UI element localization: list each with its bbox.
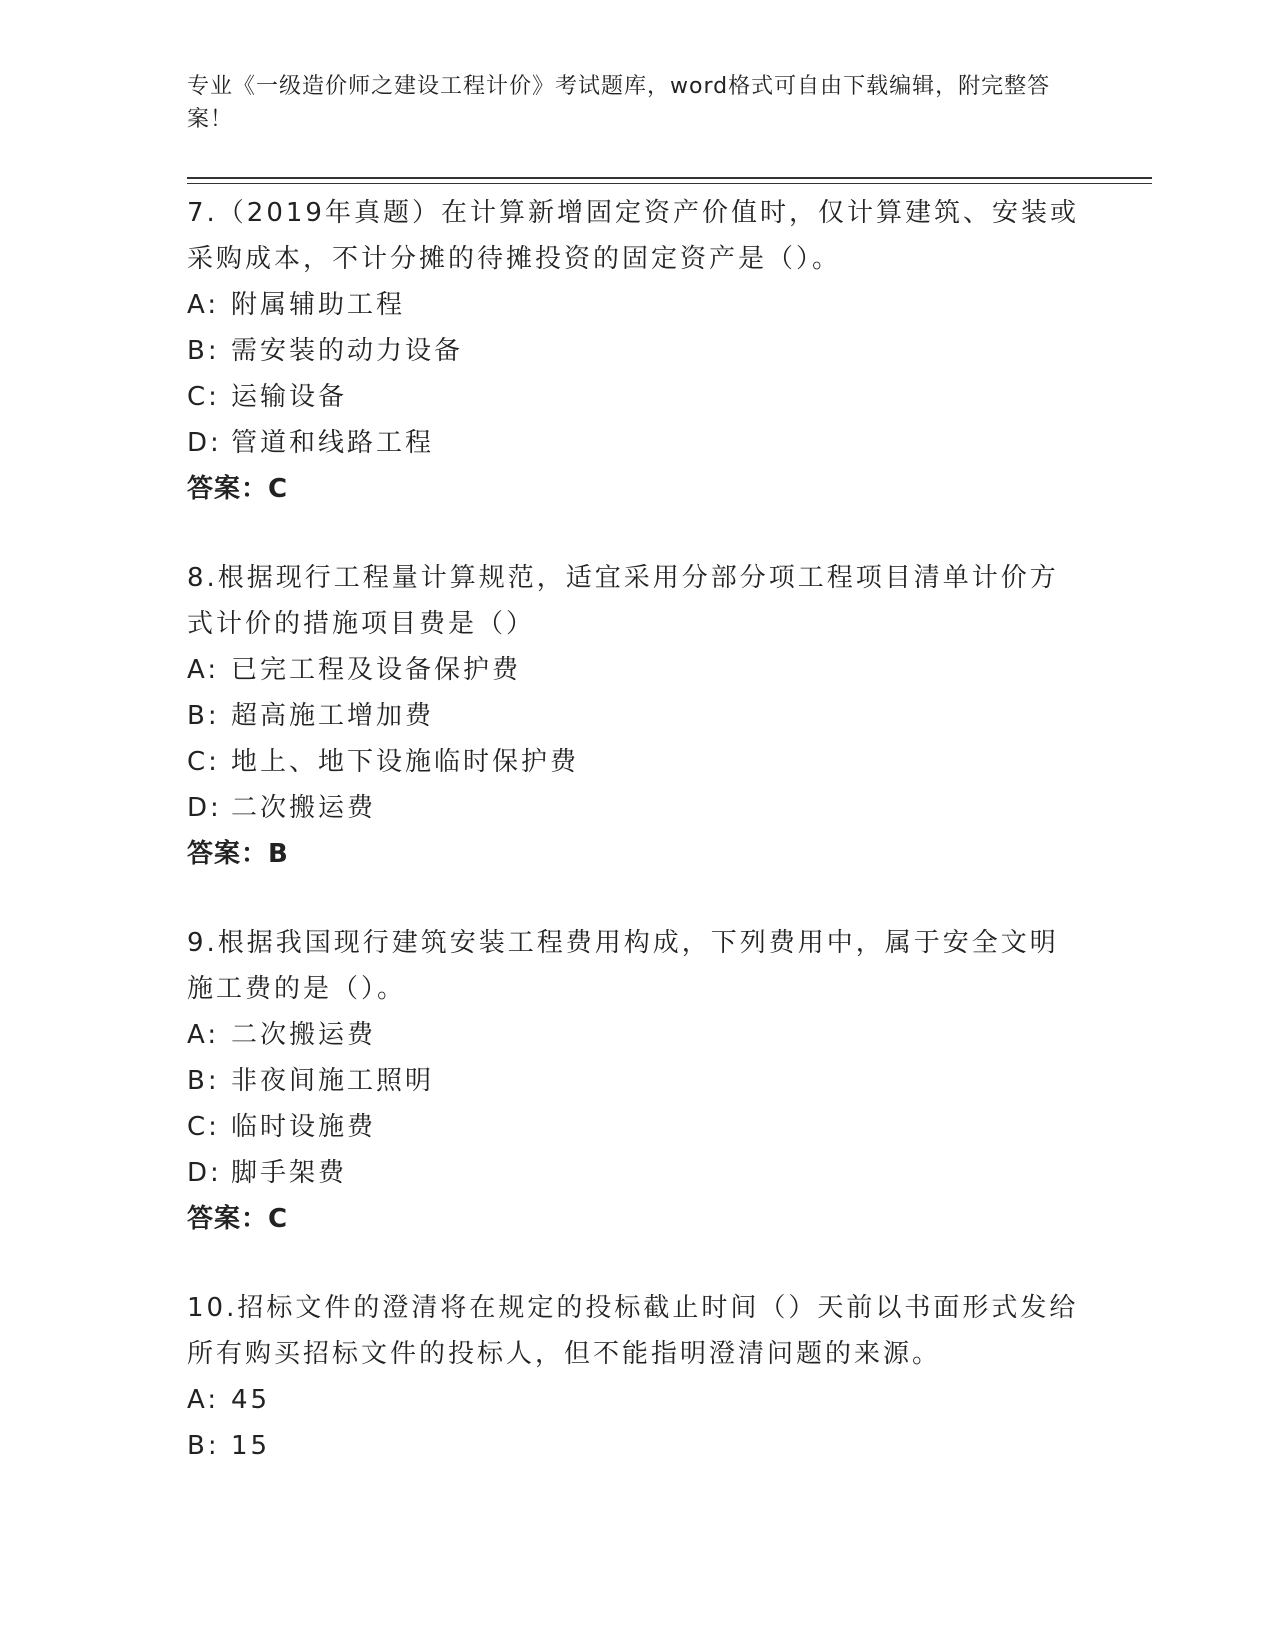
header-intro-text: 专业《一级造价师之建设工程计价》考试题库，word格式可自由下载编辑，附完整答案！ bbox=[187, 74, 1051, 132]
question-8 bbox=[187, 555, 1087, 877]
option-text: 运输设备 bbox=[231, 382, 348, 412]
option-c bbox=[187, 739, 1087, 785]
option-b bbox=[187, 693, 1087, 739]
option-a bbox=[187, 282, 1087, 328]
option-a bbox=[187, 1377, 1087, 1423]
answer-line: 答案：C bbox=[187, 1204, 289, 1234]
option-key: A: bbox=[187, 655, 220, 685]
question-stem: 8.根据现行工程量计算规范，适宜采用分部分项工程项目清单计价方式计价的措施项目费是（） bbox=[187, 563, 1059, 639]
option-text: 非夜间施工照明 bbox=[231, 1066, 435, 1096]
option-a bbox=[187, 1012, 1087, 1058]
question-stem: 7.（2019年真题）在计算新增固定资产价值时，仅计算建筑、安装或采购成本，不计分摊的待摊投资的固定资产是（）。 bbox=[187, 198, 1079, 274]
option-text: 二次搬运费 bbox=[231, 1020, 377, 1050]
option-d bbox=[187, 785, 1087, 831]
answer-line: 答案：C bbox=[187, 474, 289, 504]
option-text: 45 bbox=[231, 1385, 271, 1415]
document-header bbox=[187, 70, 1067, 136]
header-divider-thin bbox=[187, 183, 1152, 184]
option-key: A: bbox=[187, 1020, 220, 1050]
option-key: D: bbox=[187, 428, 222, 458]
question-9 bbox=[187, 920, 1087, 1242]
question-stem: 10.招标文件的澄清将在规定的投标截止时间（）天前以书面形式发给所有购买招标文件的投标人，但不能指明澄清问题的来源。 bbox=[187, 1293, 1079, 1369]
option-key: A: bbox=[187, 1385, 220, 1415]
option-text: 15 bbox=[231, 1431, 271, 1461]
question-10 bbox=[187, 1285, 1087, 1469]
option-a bbox=[187, 647, 1087, 693]
option-text: 需安装的动力设备 bbox=[231, 336, 464, 366]
option-text: 超高施工增加费 bbox=[231, 701, 435, 731]
option-text: 管道和线路工程 bbox=[231, 428, 435, 458]
option-key: B: bbox=[187, 336, 220, 366]
option-b bbox=[187, 1423, 1087, 1469]
option-b bbox=[187, 328, 1087, 374]
option-key: A: bbox=[187, 290, 220, 320]
option-b bbox=[187, 1058, 1087, 1104]
question-7 bbox=[187, 190, 1087, 512]
option-key: B: bbox=[187, 701, 220, 731]
option-c bbox=[187, 374, 1087, 420]
option-c bbox=[187, 1104, 1087, 1150]
question-list bbox=[187, 190, 1087, 1512]
option-key: B: bbox=[187, 1431, 220, 1461]
option-key: C: bbox=[187, 1112, 220, 1142]
option-key: C: bbox=[187, 747, 220, 777]
option-key: C: bbox=[187, 382, 220, 412]
option-text: 地上、地下设施临时保护费 bbox=[231, 747, 580, 777]
option-d bbox=[187, 1150, 1087, 1196]
option-text: 二次搬运费 bbox=[231, 793, 377, 823]
option-d bbox=[187, 420, 1087, 466]
option-text: 附属辅助工程 bbox=[231, 290, 406, 320]
option-text: 已完工程及设备保护费 bbox=[231, 655, 522, 685]
option-key: D: bbox=[187, 1158, 222, 1188]
option-key: B: bbox=[187, 1066, 220, 1096]
question-stem: 9.根据我国现行建筑安装工程费用构成，下列费用中，属于安全文明施工费的是（）。 bbox=[187, 928, 1059, 1004]
answer-line: 答案：B bbox=[187, 839, 289, 869]
option-text: 临时设施费 bbox=[231, 1112, 377, 1142]
header-divider-thick bbox=[187, 177, 1152, 179]
option-key: D: bbox=[187, 793, 222, 823]
option-text: 脚手架费 bbox=[231, 1158, 348, 1188]
